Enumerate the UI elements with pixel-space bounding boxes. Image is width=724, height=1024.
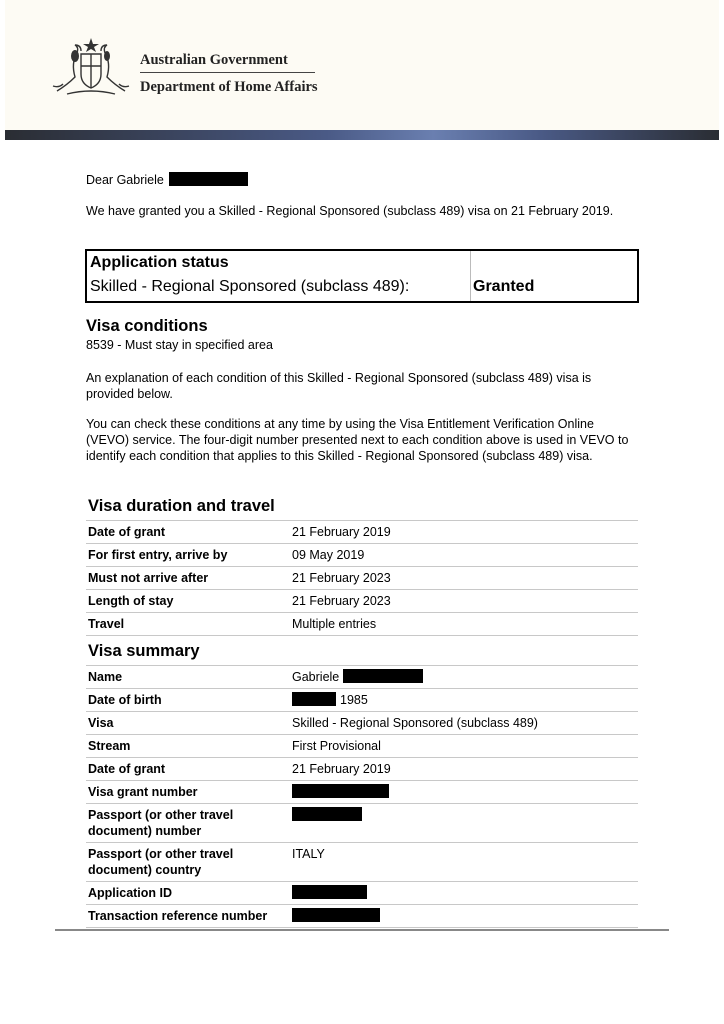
- table-row: [86, 781, 638, 804]
- row-label: Transaction reference number: [86, 905, 290, 928]
- status-title: Application status: [90, 254, 229, 271]
- row-label: Visa grant number: [86, 781, 290, 804]
- table-row: [86, 804, 638, 843]
- grant-statement: We have granted you a Skilled - Regional Sponsored (subclass 489) visa on 21 February 2019.: [86, 204, 614, 218]
- summary-table: [86, 665, 638, 928]
- row-label: Passport (or other travel document) number: [86, 804, 290, 843]
- row-value: [290, 689, 638, 712]
- duration-table: [86, 520, 638, 636]
- row-value: [290, 666, 638, 689]
- row-label: For first entry, arrive by: [86, 544, 290, 567]
- redacted-surname: [169, 172, 248, 186]
- table-row: [86, 567, 638, 590]
- status-divider: [470, 251, 471, 301]
- row-label: Application ID: [86, 882, 290, 905]
- redacted-passport-number: [292, 807, 362, 821]
- row-label: Passport (or other travel document) country: [86, 843, 290, 882]
- condition-item: 8539 - Must stay in specified area: [86, 338, 273, 352]
- value-text: 1985: [340, 693, 368, 707]
- redacted-application-id: [292, 885, 367, 899]
- table-row: [86, 613, 638, 636]
- conditions-explanation: An explanation of each condition of this Skilled - Regional Sponsored (subclass 489) visa is provided below.: [86, 371, 592, 401]
- row-value: 21 February 2019: [290, 521, 638, 544]
- coat-of-arms-icon: [49, 36, 133, 98]
- row-label: Stream: [86, 735, 290, 758]
- table-row: [86, 521, 638, 544]
- department-name: Department of Home Affairs: [140, 79, 318, 95]
- status-value: Granted: [473, 278, 535, 295]
- table-row: [86, 882, 638, 905]
- redacted-birthdate: [292, 692, 336, 706]
- table-row: [86, 689, 638, 712]
- conditions-heading: Visa conditions: [86, 317, 208, 335]
- table-row: [86, 735, 638, 758]
- salutation: Dear Gabriele: [86, 173, 164, 187]
- row-label: Must not arrive after: [86, 567, 290, 590]
- agency-name: [140, 52, 318, 96]
- summary-heading: Visa summary: [88, 642, 200, 660]
- header-bar: [5, 130, 719, 140]
- value-text: Gabriele: [292, 670, 340, 684]
- footer-divider: [55, 929, 669, 931]
- greeting: [86, 172, 248, 188]
- row-value: [290, 781, 638, 804]
- row-label: Travel: [86, 613, 290, 636]
- table-row: [86, 666, 638, 689]
- row-label: Length of stay: [86, 590, 290, 613]
- table-row: [86, 544, 638, 567]
- row-label: Name: [86, 666, 290, 689]
- row-value: [290, 905, 638, 928]
- row-value: [290, 882, 638, 905]
- row-value: 21 February 2019: [290, 758, 638, 781]
- table-row: [86, 712, 638, 735]
- redacted-transaction-ref: [292, 908, 380, 922]
- table-row: [86, 905, 638, 928]
- government-name: Australian Government: [140, 52, 288, 68]
- row-label: Visa: [86, 712, 290, 735]
- row-value: Skilled - Regional Sponsored (subclass 489): [290, 712, 638, 735]
- row-value: 21 February 2023: [290, 590, 638, 613]
- row-value: 21 February 2023: [290, 567, 638, 590]
- row-value: Multiple entries: [290, 613, 638, 636]
- table-row: [86, 590, 638, 613]
- status-visa: Skilled - Regional Sponsored (subclass 489):: [90, 278, 410, 295]
- row-label: Date of grant: [86, 758, 290, 781]
- table-row: [86, 843, 638, 882]
- letterhead: [5, 0, 719, 130]
- row-value: [290, 804, 638, 843]
- application-status-box: [85, 249, 639, 303]
- row-value: ITALY: [290, 843, 638, 882]
- redacted-grant-number: [292, 784, 389, 798]
- duration-heading: Visa duration and travel: [88, 497, 275, 515]
- row-value: 09 May 2019: [290, 544, 638, 567]
- row-label: Date of birth: [86, 689, 290, 712]
- agency-divider: [140, 72, 315, 73]
- vevo-paragraph: You can check these conditions at any time by using the Visa Entitlement Verification Online (VEVO) service. The four-digit number presented next to each condition above is used in VEVO to identify each condition that applies to this Skilled - Regional Sponsored (subclass 489) visa.: [86, 417, 629, 463]
- row-value: First Provisional: [290, 735, 638, 758]
- table-row: [86, 758, 638, 781]
- row-label: Date of grant: [86, 521, 290, 544]
- redacted-surname: [343, 669, 423, 683]
